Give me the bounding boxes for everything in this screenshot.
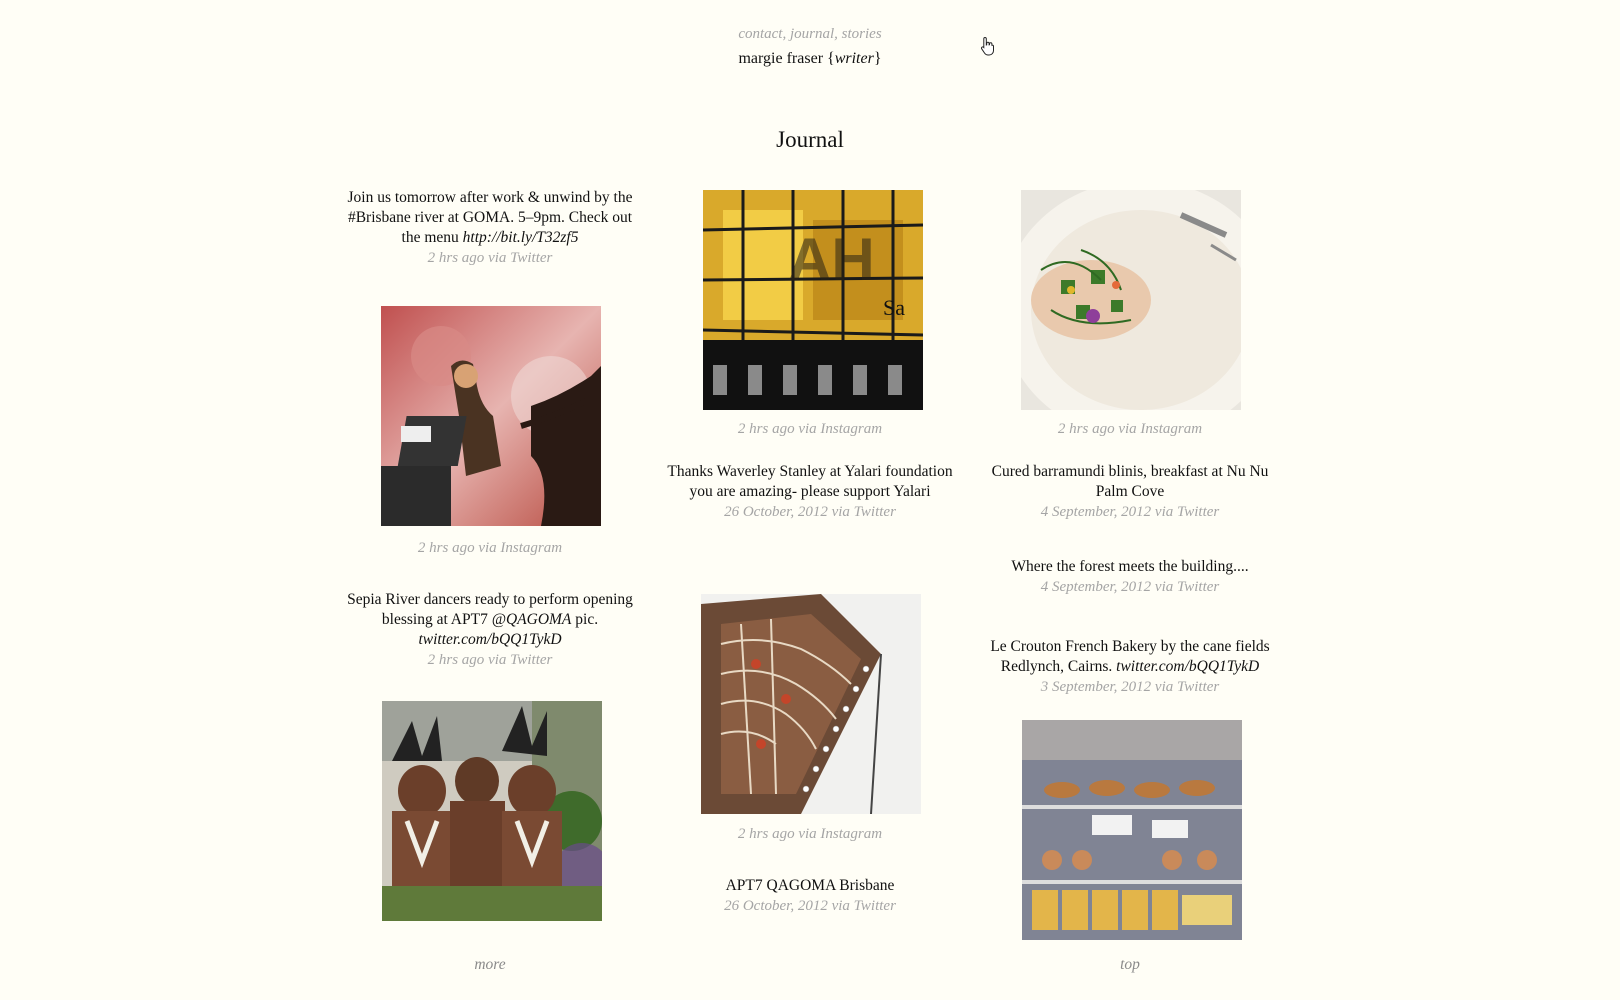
svg-text:Sa: Sa <box>883 295 905 320</box>
post-tweet <box>975 462 1285 522</box>
top-link[interactable]: top <box>1120 956 1140 973</box>
post-meta: 3 September, 2012 via Twitter <box>1040 679 1220 695</box>
top-nav: contact, journal, stories <box>738 26 882 42</box>
instagram-photo-artwork[interactable] <box>701 594 921 814</box>
more-link[interactable]: more <box>474 956 506 973</box>
post-text: Le Crouton French Bakery by the cane fields Redlynch, Cairns. twitter.com/bQQ1TykD <box>990 638 1270 675</box>
post-source-link[interactable]: Twitter <box>853 898 896 914</box>
post-source-link[interactable]: Twitter <box>510 652 553 668</box>
post-text: Join us tomorrow after work & unwind by the #Brisbane river at GOMA. 5–9pm. Check out the menu http://bit.ly/T32zf5 <box>347 189 633 246</box>
post-time-link[interactable]: 2 hrs ago <box>427 250 485 266</box>
instagram-photo-speaker[interactable] <box>381 306 601 526</box>
post-meta: 2 hrs ago via Instagram <box>1057 421 1203 437</box>
post-meta: 4 September, 2012 via Twitter <box>1040 504 1220 520</box>
post-time-link[interactable]: 2 hrs ago <box>737 826 795 842</box>
post-meta: 4 September, 2012 via Twitter <box>1040 579 1220 595</box>
post-time-link[interactable]: 2 hrs ago <box>1057 421 1115 437</box>
post-tweet <box>660 876 960 916</box>
post-text: Sepia River dancers ready to perform opening blessing at APT7 @QAGOMA pic. twitter.com/bQQ1TykD <box>347 591 633 648</box>
post-time-link[interactable]: 2 hrs ago <box>427 652 485 668</box>
post-time-link[interactable]: 26 October, 2012 <box>724 898 828 914</box>
post-source-link[interactable]: Instagram <box>820 826 883 842</box>
post-source-link[interactable]: Instagram <box>500 540 563 556</box>
post-source-link[interactable]: Twitter <box>853 504 896 520</box>
instagram-photo-building[interactable] <box>703 190 923 410</box>
post-tweet <box>660 462 960 522</box>
post-meta: 26 October, 2012 via Twitter <box>724 504 896 520</box>
more-link-wrap <box>390 956 590 974</box>
page-title: Journal <box>776 127 844 152</box>
post-meta: 26 October, 2012 via Twitter <box>724 898 896 914</box>
post-link[interactable]: http://bit.ly/T32zf5 <box>462 229 579 246</box>
nav-journal-link[interactable]: journal <box>789 26 835 42</box>
post-source-link[interactable]: Twitter <box>510 250 553 266</box>
hand-cursor-icon <box>980 36 996 56</box>
post-tweet <box>338 590 642 670</box>
post-link[interactable]: twitter.com/bQQ1TykD <box>1116 658 1260 675</box>
post-source-link[interactable]: Twitter <box>1177 504 1220 520</box>
instagram-photo-food[interactable] <box>1021 190 1241 410</box>
post-tweet <box>975 557 1285 597</box>
instagram-photo-dancers[interactable] <box>382 701 602 921</box>
brand-role: writer <box>834 50 874 67</box>
nav-contact-link[interactable]: contact <box>738 26 783 42</box>
brand-name: margie fraser { <box>738 50 835 67</box>
post-link[interactable]: twitter.com/bQQ1TykD <box>418 631 562 648</box>
post-text: APT7 QAGOMA Brisbane <box>725 877 895 894</box>
post-tweet <box>338 188 642 268</box>
post-tweet <box>975 637 1285 697</box>
post-source-link[interactable]: Twitter <box>1177 679 1220 695</box>
post-mention-link[interactable]: @QAGOMA <box>491 611 572 628</box>
post-text: Cured barramundi blinis, breakfast at Nu Nu Palm Cove <box>991 463 1269 500</box>
instagram-photo-bakery[interactable] <box>1022 720 1242 940</box>
post-meta: 2 hrs ago via Twitter <box>427 250 553 266</box>
post-time-link[interactable]: 2 hrs ago <box>417 540 475 556</box>
nav-stories-link[interactable]: stories <box>841 26 882 42</box>
post-time-link[interactable]: 4 September, 2012 <box>1040 504 1152 520</box>
post-time-link[interactable]: 2 hrs ago <box>737 421 795 437</box>
post-source-link[interactable]: Instagram <box>1140 421 1203 437</box>
svg-text:AH: AH <box>788 226 875 293</box>
top-link-wrap <box>1030 956 1230 974</box>
post-meta: 2 hrs ago via Instagram <box>737 421 883 437</box>
post-time-link[interactable]: 3 September, 2012 <box>1040 679 1152 695</box>
post-text: Thanks Waverley Stanley at Yalari foundation you are amazing- please support Yalari <box>667 463 953 500</box>
post-text: Where the forest meets the building.... <box>1011 558 1249 575</box>
post-time-link[interactable]: 26 October, 2012 <box>724 504 828 520</box>
post-source-link[interactable]: Instagram <box>820 421 883 437</box>
site-brand[interactable] <box>0 50 1620 68</box>
brand-close: } <box>873 50 882 67</box>
post-source-link[interactable]: Twitter <box>1177 579 1220 595</box>
post-meta: 2 hrs ago via Instagram <box>417 540 563 556</box>
post-time-link[interactable]: 4 September, 2012 <box>1040 579 1152 595</box>
post-meta: 2 hrs ago via Twitter <box>427 652 553 668</box>
post-meta: 2 hrs ago via Instagram <box>737 826 883 842</box>
